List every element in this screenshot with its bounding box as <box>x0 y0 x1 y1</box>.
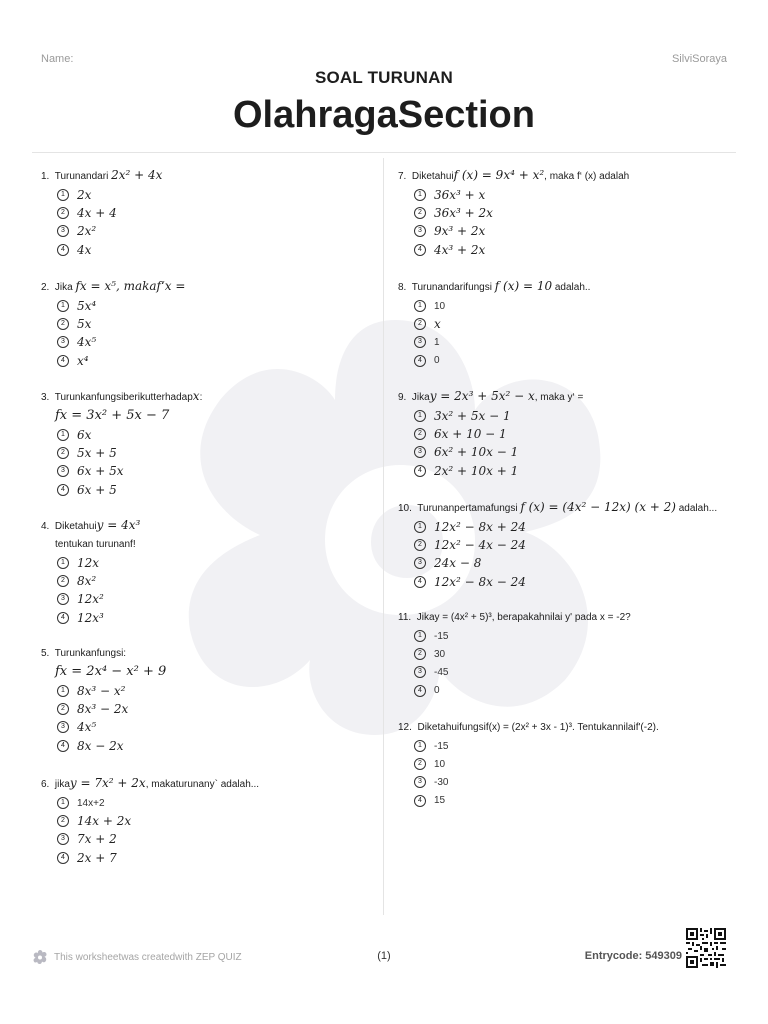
option-number: 3 <box>57 593 69 605</box>
question-text: Jika <box>54 282 76 293</box>
question-5 <box>41 645 371 755</box>
option-2[interactable] <box>398 755 738 773</box>
question-text-suffix: , maka y‘ = <box>534 392 584 403</box>
option-text: 4x⁵ <box>77 720 97 735</box>
option-number: 1 <box>414 410 426 422</box>
question-3 <box>41 387 371 499</box>
option-text: 4x⁵ <box>77 335 97 350</box>
question-text: Diketahuifungsif(x) = (2x² + 3x - 1)³. Tentukannilaif'(-2). <box>417 722 659 733</box>
option-2[interactable] <box>398 645 738 663</box>
question-number: 4. <box>41 521 50 532</box>
question-sub-expression: fx = 3x² + 5x − 7 <box>55 408 170 423</box>
question-text: Diketahui <box>411 171 454 182</box>
question-number: 6. <box>41 779 50 790</box>
option-text: 7x + 2 <box>77 832 117 847</box>
option-text: 6x + 5 <box>77 482 117 497</box>
option-text: 15 <box>434 795 446 807</box>
option-number: 2 <box>57 318 69 330</box>
question-number: 2. <box>41 282 50 293</box>
worksheet-title: OlahragaSection <box>233 94 535 136</box>
option-4[interactable] <box>41 352 371 370</box>
page-number: (1) <box>377 950 391 962</box>
option-text: 8x² <box>77 574 97 589</box>
option-4[interactable] <box>41 849 371 867</box>
question-text: Turunandarifungsi <box>411 282 495 293</box>
option-4[interactable] <box>398 573 738 591</box>
option-number: 4 <box>57 612 69 624</box>
option-text: 10 <box>434 300 446 312</box>
option-number: 1 <box>57 429 69 441</box>
option-text: 8x³ − 2x <box>77 702 129 717</box>
option-text: 12x³ <box>77 610 104 625</box>
option-text: 6x + 10 − 1 <box>434 427 507 442</box>
option-number: 4 <box>57 355 69 367</box>
option-number: 1 <box>57 685 69 697</box>
name-label: Name: <box>41 53 74 65</box>
option-number: 3 <box>57 336 69 348</box>
question-expression: fx = x⁵, makaf‘x = <box>75 279 186 293</box>
option-1[interactable] <box>398 407 738 425</box>
option-2[interactable] <box>41 700 371 718</box>
author-name: SilviSoraya <box>671 53 727 65</box>
question-11 <box>398 609 738 700</box>
question-text: Turunanpertamafungsi <box>417 503 521 514</box>
option-number: 2 <box>414 539 426 551</box>
option-text: 4x <box>77 242 92 257</box>
option-number: 4 <box>57 244 69 256</box>
option-1[interactable] <box>41 794 371 812</box>
option-text: 14x+2 <box>77 797 105 809</box>
question-10 <box>398 498 738 591</box>
option-4[interactable] <box>398 682 738 700</box>
option-number: 3 <box>414 557 426 569</box>
option-number: 2 <box>57 447 69 459</box>
option-1[interactable] <box>398 627 738 645</box>
option-number: 2 <box>414 318 426 330</box>
question-1 <box>41 166 371 259</box>
option-text: 36x³ + x <box>434 188 486 203</box>
option-text: -15 <box>434 740 449 752</box>
question-number: 12. <box>398 722 412 733</box>
option-text: -15 <box>434 630 449 642</box>
question-text: Jikay = (4x² + 5)³, berapakahnilai y' pada x = -2? <box>416 612 631 623</box>
question-text: Turunandari <box>54 171 112 182</box>
question-7 <box>398 166 738 259</box>
question-text-suffix: , maka f‘ (x) adalah <box>544 171 630 182</box>
question-expression: y = 7x² + 2x <box>69 776 146 790</box>
question-expression: f (x) = 9x⁴ + x² <box>453 168 545 182</box>
option-text: 0 <box>434 685 440 697</box>
question-text: Diketahui <box>54 521 97 532</box>
question-text: Turunkanfungsi: <box>54 648 127 659</box>
question-4 <box>41 516 371 627</box>
option-number: 2 <box>57 815 69 827</box>
option-text: 8x³ − x² <box>77 684 126 699</box>
option-3[interactable] <box>398 554 738 572</box>
option-number: 4 <box>414 465 426 477</box>
question-12 <box>398 719 738 810</box>
question-text-suffix: adalah... <box>675 503 718 514</box>
option-text: 6x + 5x <box>77 464 124 479</box>
option-number: 3 <box>57 465 69 477</box>
option-text: 4x + 4 <box>77 206 117 221</box>
option-number: 3 <box>414 225 426 237</box>
option-2[interactable] <box>41 572 371 590</box>
footer-created-with: This worksheetwas createdwith ZEP QUIZ <box>54 951 242 963</box>
option-number: 1 <box>57 300 69 312</box>
question-6 <box>41 774 371 867</box>
option-text: 6x <box>77 428 92 443</box>
option-4[interactable] <box>41 241 371 259</box>
option-number: 4 <box>414 355 426 367</box>
option-1[interactable] <box>398 186 738 204</box>
option-text: 30 <box>434 648 446 660</box>
question-number: 9. <box>398 392 407 403</box>
option-text: 36x³ + 2x <box>434 206 493 221</box>
option-text: 2x + 7 <box>77 850 117 865</box>
option-text: 3x² + 5x − 1 <box>434 409 511 424</box>
question-number: 1. <box>41 171 50 182</box>
question-expression: f (x) = (4x² − 12x) (x + 2) <box>520 500 676 514</box>
option-number: 3 <box>414 776 426 788</box>
option-3[interactable] <box>41 462 371 480</box>
option-number: 2 <box>57 575 69 587</box>
question-expression: y = 2x³ + 5x² − x <box>429 389 535 403</box>
option-2[interactable] <box>398 204 738 222</box>
option-2[interactable] <box>41 204 371 222</box>
option-number: 4 <box>57 852 69 864</box>
option-1[interactable] <box>398 518 738 536</box>
option-1[interactable] <box>41 297 371 315</box>
question-2 <box>41 277 371 370</box>
question-text: Jika <box>411 392 430 403</box>
option-4[interactable] <box>398 352 738 370</box>
question-number: 3. <box>41 392 50 403</box>
option-number: 1 <box>57 797 69 809</box>
option-number: 3 <box>57 225 69 237</box>
option-text: 5x + 5 <box>77 446 117 461</box>
option-1[interactable] <box>41 682 371 700</box>
option-number: 4 <box>414 244 426 256</box>
option-text: 14x + 2x <box>77 814 132 829</box>
option-3[interactable] <box>41 222 371 240</box>
question-expression: 2x² + 4x <box>111 168 163 182</box>
option-number: 2 <box>414 428 426 440</box>
header-divider <box>32 152 736 153</box>
question-subtext: tentukan turunanf! <box>55 539 136 550</box>
option-number: 1 <box>414 300 426 312</box>
option-number: 1 <box>414 740 426 752</box>
question-9 <box>398 387 738 480</box>
option-4[interactable] <box>398 792 738 810</box>
option-number: 2 <box>57 207 69 219</box>
option-3[interactable] <box>41 333 371 351</box>
option-text: 12x <box>77 556 100 571</box>
option-number: 2 <box>57 703 69 715</box>
question-text-suffix: adalah.. <box>552 282 591 293</box>
question-number: 11. <box>398 612 412 623</box>
option-2[interactable] <box>41 812 371 830</box>
option-4[interactable] <box>41 481 371 499</box>
option-text: 4x³ + 2x <box>434 242 486 257</box>
option-text: 10 <box>434 758 446 770</box>
option-text: 12x² − 4x − 24 <box>434 538 526 553</box>
option-4[interactable] <box>41 737 371 755</box>
option-number: 3 <box>57 721 69 733</box>
option-number: 4 <box>414 795 426 807</box>
question-number: 8. <box>398 282 407 293</box>
option-number: 1 <box>57 189 69 201</box>
option-number: 3 <box>414 336 426 348</box>
option-3[interactable] <box>398 222 738 240</box>
option-number: 4 <box>57 484 69 496</box>
question-text: jika <box>54 779 70 790</box>
option-number: 3 <box>414 446 426 458</box>
option-2[interactable] <box>41 315 371 333</box>
option-text: 9x³ + 2x <box>434 224 486 239</box>
option-2[interactable] <box>41 444 371 462</box>
option-2[interactable] <box>398 315 738 333</box>
option-number: 3 <box>414 666 426 678</box>
option-4[interactable] <box>398 241 738 259</box>
option-number: 4 <box>57 740 69 752</box>
option-text: 2x² + 10x + 1 <box>434 463 519 478</box>
qr-code-icon <box>686 928 726 968</box>
question-number: 7. <box>398 171 407 182</box>
option-3[interactable] <box>41 590 371 608</box>
column-divider <box>383 158 384 915</box>
option-text: 8x − 2x <box>77 738 124 753</box>
option-2[interactable] <box>398 425 738 443</box>
option-1[interactable] <box>398 297 738 315</box>
option-text: x⁴ <box>77 353 89 368</box>
option-3[interactable] <box>398 663 738 681</box>
option-text: 6x² + 10x − 1 <box>434 445 519 460</box>
question-8 <box>398 277 738 370</box>
option-text: 24x − 8 <box>434 556 482 571</box>
option-text: 1 <box>434 336 440 348</box>
question-text: Turunkanfungsiberikutterhadap <box>54 392 193 403</box>
option-text: 0 <box>434 355 440 367</box>
option-text: -30 <box>434 776 449 788</box>
option-1[interactable] <box>41 186 371 204</box>
option-text: 12x² − 8x − 24 <box>434 574 526 589</box>
option-4[interactable] <box>41 609 371 627</box>
option-3[interactable] <box>41 718 371 736</box>
option-1[interactable] <box>398 737 738 755</box>
option-number: 1 <box>414 630 426 642</box>
entry-code: Entrycode: 549309 <box>584 950 682 962</box>
option-text: 12x² − 8x + 24 <box>434 520 526 535</box>
option-2[interactable] <box>398 536 738 554</box>
question-text-suffix: : <box>199 392 203 403</box>
question-expression: y = 4x³ <box>96 518 141 532</box>
option-4[interactable] <box>398 462 738 480</box>
option-text: x <box>434 317 441 332</box>
question-number: 5. <box>41 648 50 659</box>
question-expression: f (x) = 10 <box>494 279 553 293</box>
option-number: 2 <box>414 648 426 660</box>
worksheet-subtitle: SOAL TURUNAN <box>314 68 454 87</box>
option-number: 2 <box>414 758 426 770</box>
option-number: 3 <box>57 833 69 845</box>
question-text-suffix: , makaturunany` adalah... <box>145 779 260 790</box>
question-number: 10. <box>398 503 412 514</box>
option-text: 12x² <box>77 592 104 607</box>
option-number: 4 <box>414 576 426 588</box>
option-3[interactable] <box>41 830 371 848</box>
option-number: 1 <box>414 521 426 533</box>
option-3[interactable] <box>398 773 738 791</box>
option-1[interactable] <box>41 426 371 444</box>
option-text: 5x⁴ <box>77 299 97 314</box>
option-text: -45 <box>434 666 449 678</box>
option-3[interactable] <box>398 333 738 351</box>
option-text: 5x <box>77 317 92 332</box>
option-text: 2x² <box>77 224 97 239</box>
option-1[interactable] <box>41 554 371 572</box>
option-3[interactable] <box>398 443 738 461</box>
option-number: 4 <box>414 685 426 697</box>
question-sub-expression: fx = 2x⁴ − x² + 9 <box>55 664 167 679</box>
question-expression: x <box>192 389 200 403</box>
option-number: 1 <box>57 557 69 569</box>
option-text: 2x <box>77 188 92 203</box>
option-number: 2 <box>414 207 426 219</box>
option-number: 1 <box>414 189 426 201</box>
